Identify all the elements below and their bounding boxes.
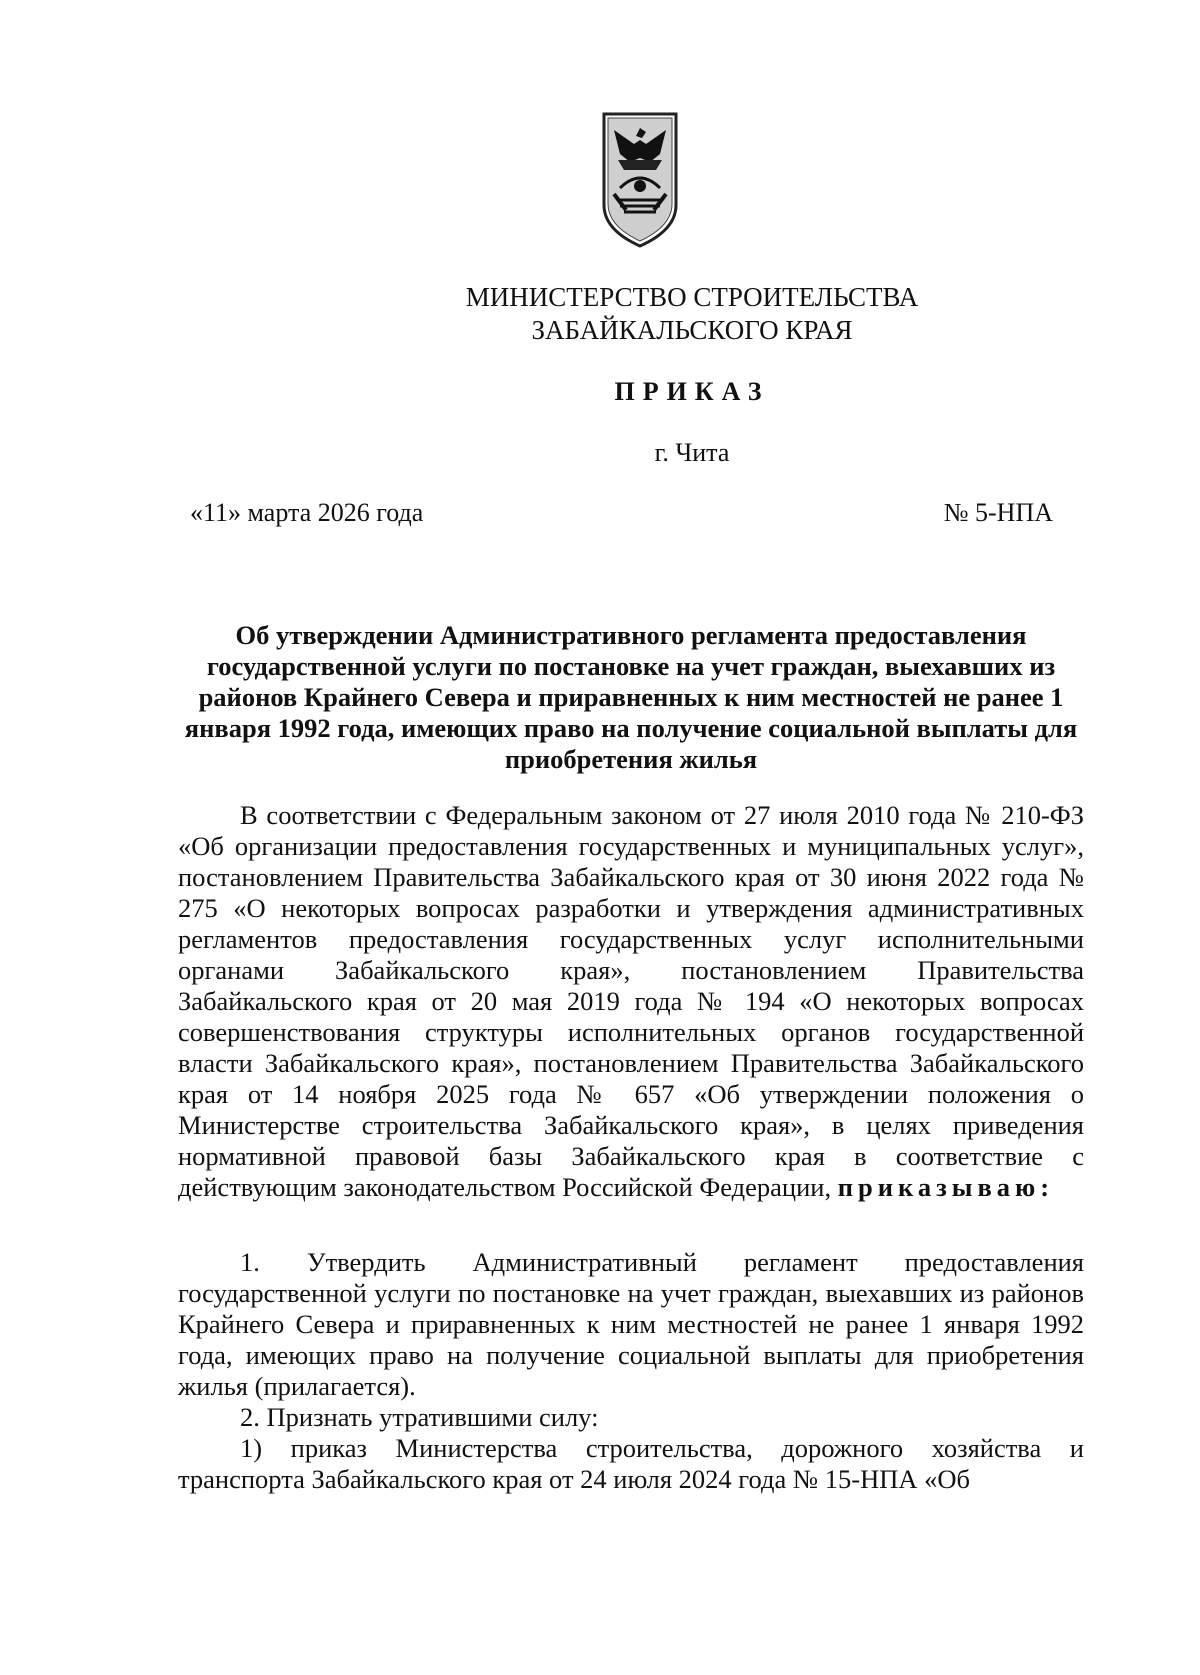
- document-title: Об утверждении Административного регламента предоставления государственной услуги по постановке на учет граждан, выехавших из районов Крайнего Севера и приравненных к ним местностей не ранее 1 января 1992 года, имеющих право на получение социальной выплаты для приобретения жилья: [184, 620, 1078, 774]
- document-number: № 5-НПА: [943, 498, 1053, 527]
- order-items: [178, 1247, 1084, 1495]
- order-word: приказываю: [837, 1172, 1041, 1202]
- ministry-name-line1: МИНИСТЕРСТВО СТРОИТЕЛЬСТВА: [465, 282, 919, 312]
- order-item-2: 2. Признать утратившими силу:: [240, 1402, 599, 1432]
- document-city: г. Чита: [654, 438, 730, 467]
- preamble-paragraph: [178, 800, 1084, 1203]
- preamble-text: В соответствии с Федеральным законом от 27 июля 2010 года № 210-ФЗ «Об организации предоставления государственных и муниципальных услуг», постановлением Правительства Забайкальского края от 30 июня 2022 года № 275 «О некоторых вопросах разработки и утверждения административных регламентов предоставления государственных услуг исполнительными органами Забайкальского края», постановлением Правительства Забайкальского края от 20 мая 2019 года № 194 «О некоторых вопросах совершенствования структуры исполнительных органов государственной власти Забайкальского края», постановлением Правительства Забайкальского края от 14 ноября 2025 года № 657 «Об утверждении положения о Министерстве строительства Забайкальского края», в целях приведения нормативной правовой базы Забайкальского края в соответствие с действующим законодательством Российской Федерации,: [178, 800, 1084, 1202]
- order-item-1: 1. Утвердить Административный регламент предоставления государственной услуги по постановке на учет граждан, выехавших из районов Крайнего Севера и приравненных к ним местностей не ранее 1 января 1992 года, имеющих право на получение социальной выплаты для приобретения жилья (прилагается).: [178, 1247, 1084, 1401]
- document-type: ПРИКАЗ: [614, 377, 770, 406]
- order-suffix: :: [1040, 1172, 1050, 1202]
- document-date: «11» марта 2026 года: [190, 498, 424, 527]
- coat-of-arms-eagle-icon: [600, 110, 680, 250]
- ministry-name-line2: ЗАБАЙКАЛЬСКОГО КРАЯ: [531, 315, 853, 345]
- order-item-2-1: 1) приказ Министерства строительства, дорожного хозяйства и транспорта Забайкальского края от 24 июля 2024 года № 15-НПА «Об: [178, 1433, 1084, 1494]
